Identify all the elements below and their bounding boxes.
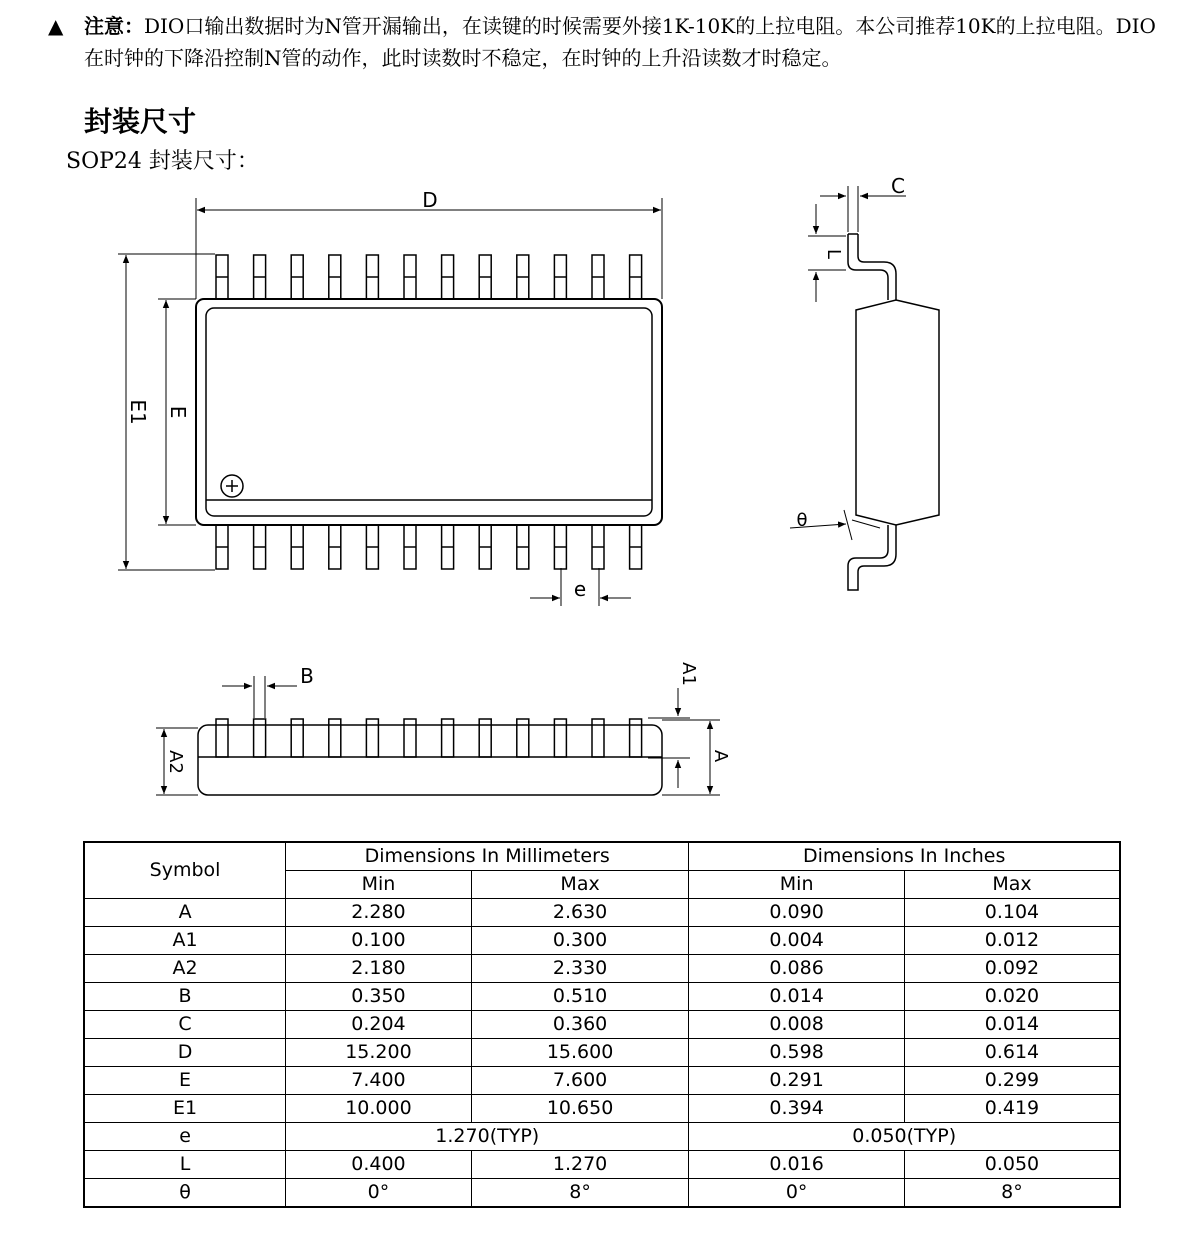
bottom-pin xyxy=(366,525,378,569)
bottom-pin xyxy=(630,525,642,569)
top-pins xyxy=(216,255,642,299)
top-pin xyxy=(517,255,529,299)
symbol-cell: E xyxy=(84,1067,286,1095)
note-text: DIO口输出数据时为N管开漏输出，在读键的时候需要外接1K-10K的上拉电阻。本公司推荐10K的上拉电阻。DIO在时钟的下降沿控制N管的动作，此时读数时不稳定，在时钟的上升沿读数才时稳定。 xyxy=(84,14,1156,70)
note-label: 注意： xyxy=(84,14,144,38)
dim-label-E1: E1 xyxy=(126,399,150,425)
dim-label-theta: θ xyxy=(796,510,808,531)
mm-max-cell: 0.360 xyxy=(471,1011,689,1039)
top-view xyxy=(118,198,662,606)
dim-label-E: E xyxy=(166,405,190,419)
symbol-header: Symbol xyxy=(84,842,286,899)
bottom-pin xyxy=(216,525,228,569)
mm-max-cell: 15.600 xyxy=(471,1039,689,1067)
mm-max-cell: 2.330 xyxy=(471,955,689,983)
dim-label-e: e xyxy=(573,577,587,601)
bottom-pin xyxy=(479,525,491,569)
section-title: 封装尺寸 xyxy=(84,105,197,138)
bottom-pin xyxy=(329,525,341,569)
warning-triangle-icon: ▲ xyxy=(48,14,64,38)
symbol-cell: e xyxy=(84,1123,286,1151)
inch-min-cell: 0.086 xyxy=(689,955,905,983)
bottom-pin xyxy=(554,525,566,569)
inch-max-cell: 8° xyxy=(904,1179,1120,1208)
dimensions-table xyxy=(83,841,1121,1208)
table-row xyxy=(84,927,1120,955)
table-row xyxy=(84,1179,1120,1208)
inch-min-cell: 0.291 xyxy=(689,1067,905,1095)
top-pin xyxy=(366,255,378,299)
symbol-cell: E1 xyxy=(84,1095,286,1123)
top-pin xyxy=(630,255,642,299)
top-pin xyxy=(254,255,266,299)
bottom-pin xyxy=(254,525,266,569)
inch-max-cell: 0.050 xyxy=(904,1151,1120,1179)
top-pin xyxy=(479,255,491,299)
bottom-pins xyxy=(216,525,642,569)
bottom-pin xyxy=(592,525,604,569)
inch-max-cell: 0.020 xyxy=(904,983,1120,1011)
dim-label-B: B xyxy=(300,664,314,688)
symbol-cell: A1 xyxy=(84,927,286,955)
mm-max-header: Max xyxy=(471,871,689,899)
mm-max-cell: 0.300 xyxy=(471,927,689,955)
table-row xyxy=(84,983,1120,1011)
mm-min-header: Min xyxy=(286,871,472,899)
front-view xyxy=(156,676,720,795)
mm-max-cell: 0.510 xyxy=(471,983,689,1011)
mm-max-cell: 10.650 xyxy=(471,1095,689,1123)
table-row xyxy=(84,1039,1120,1067)
inch-min-cell: 0.598 xyxy=(689,1039,905,1067)
symbol-cell: A2 xyxy=(84,955,286,983)
inch-min-cell: 0.008 xyxy=(689,1011,905,1039)
table-row xyxy=(84,1123,1120,1151)
bottom-pin xyxy=(442,525,454,569)
mm-min-cell: 2.280 xyxy=(286,899,472,927)
inch-min-cell: 0.394 xyxy=(689,1095,905,1123)
mm-min-cell: 2.180 xyxy=(286,955,472,983)
top-pin xyxy=(216,255,228,299)
symbol-cell: θ xyxy=(84,1179,286,1208)
inch-min-cell: 0.090 xyxy=(689,899,905,927)
inch-max-cell: 0.012 xyxy=(904,927,1120,955)
top-pin xyxy=(592,255,604,299)
inch-max-cell: 0.092 xyxy=(904,955,1120,983)
inch-max-cell: 0.614 xyxy=(904,1039,1120,1067)
dim-label-D: D xyxy=(422,188,438,212)
table-row xyxy=(84,1151,1120,1179)
mm-min-cell: 7.400 xyxy=(286,1067,472,1095)
table-row xyxy=(84,1095,1120,1123)
package-subtitle: SOP24 封装尺寸： xyxy=(66,149,259,174)
table-row xyxy=(84,1067,1120,1095)
dim-label-A2: A2 xyxy=(165,750,186,774)
inch-max-cell: 0.104 xyxy=(904,899,1120,927)
side-view xyxy=(790,186,939,590)
mm-min-cell: 0.100 xyxy=(286,927,472,955)
inch-min-cell: 0.014 xyxy=(689,983,905,1011)
inch-min-cell: 0.016 xyxy=(689,1151,905,1179)
bottom-pin xyxy=(517,525,529,569)
dim-label-A: A xyxy=(710,749,731,763)
inch-max-header: Max xyxy=(904,871,1120,899)
top-pin xyxy=(554,255,566,299)
symbol-cell: A xyxy=(84,899,286,927)
mm-min-cell: 10.000 xyxy=(286,1095,472,1123)
mm-header: Dimensions In Millimeters xyxy=(286,842,689,871)
table-row xyxy=(84,899,1120,927)
symbol-cell: L xyxy=(84,1151,286,1179)
mm-max-cell: 1.270 xyxy=(471,1151,689,1179)
mm-max-cell: 2.630 xyxy=(471,899,689,927)
symbol-cell: C xyxy=(84,1011,286,1039)
top-pin xyxy=(404,255,416,299)
mm-min-cell: 15.200 xyxy=(286,1039,472,1067)
table-header-row xyxy=(84,842,1120,871)
inch-min-cell: 0° xyxy=(689,1179,905,1208)
bottom-pin xyxy=(404,525,416,569)
inch-max-cell: 0.014 xyxy=(904,1011,1120,1039)
inch-typ-cell: 0.050(TYP) xyxy=(689,1123,1120,1151)
mm-min-cell: 0.350 xyxy=(286,983,472,1011)
dimensions-table-body xyxy=(84,842,1120,1207)
top-pin xyxy=(329,255,341,299)
top-pin xyxy=(291,255,303,299)
mm-typ-cell: 1.270(TYP) xyxy=(286,1123,689,1151)
symbol-cell: D xyxy=(84,1039,286,1067)
symbol-cell: B xyxy=(84,983,286,1011)
mm-max-cell: 7.600 xyxy=(471,1067,689,1095)
inch-header: Dimensions In Inches xyxy=(689,842,1120,871)
dim-label-C: C xyxy=(891,174,905,198)
mm-min-cell: 0.400 xyxy=(286,1151,472,1179)
table-row xyxy=(84,955,1120,983)
table-row xyxy=(84,1011,1120,1039)
inch-min-cell: 0.004 xyxy=(689,927,905,955)
inch-max-cell: 0.419 xyxy=(904,1095,1120,1123)
inch-min-header: Min xyxy=(689,871,905,899)
mm-max-cell: 8° xyxy=(471,1179,689,1208)
inch-max-cell: 0.299 xyxy=(904,1067,1120,1095)
top-pin xyxy=(442,255,454,299)
dim-label-L: L xyxy=(823,248,844,260)
mm-min-cell: 0° xyxy=(286,1179,472,1208)
mm-min-cell: 0.204 xyxy=(286,1011,472,1039)
dim-label-A1: A1 xyxy=(678,662,699,686)
bottom-pin xyxy=(291,525,303,569)
